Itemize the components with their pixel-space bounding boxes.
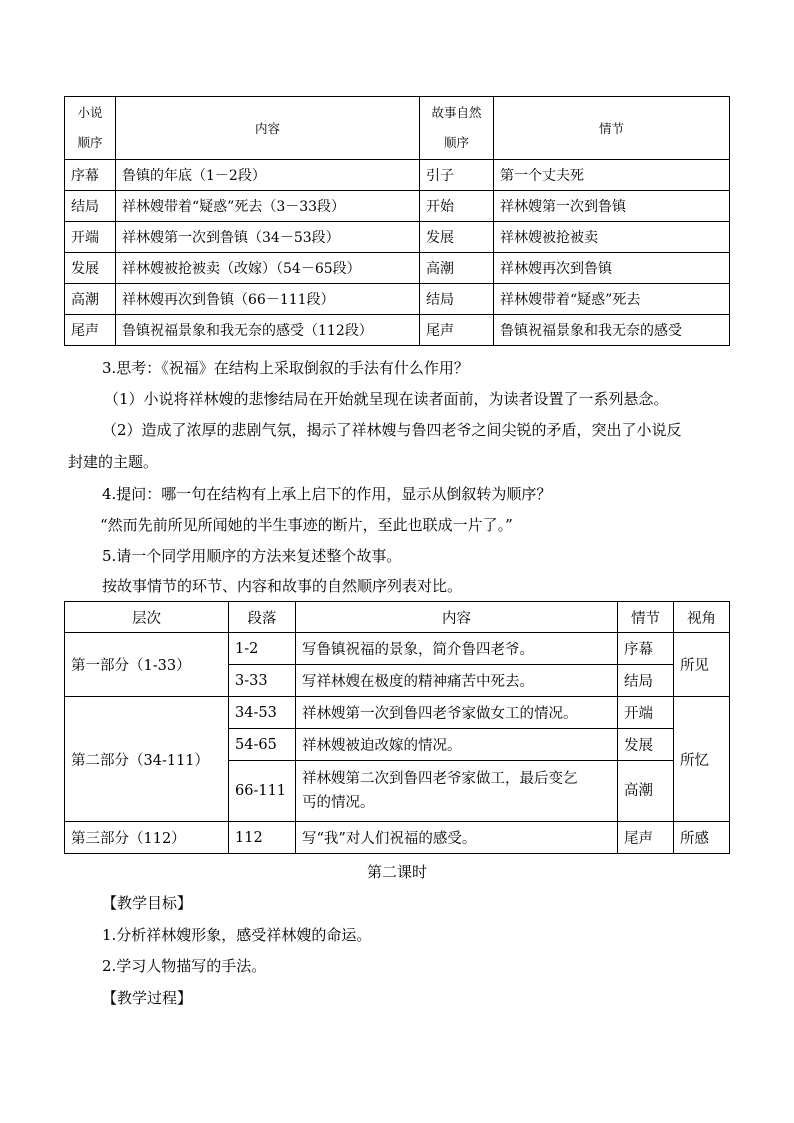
table-cell: 3-33 xyxy=(229,665,296,697)
part-label: 第二部分（34-111） xyxy=(65,697,229,822)
header-content: 内容 xyxy=(116,97,420,160)
table-cell: 66-111 xyxy=(229,761,296,822)
table-cell: 34-53 xyxy=(229,697,296,729)
table-cell: 开始 xyxy=(420,191,494,222)
table-cell: 高潮 xyxy=(65,284,116,315)
table-cell: 祥林嫂再次到鲁镇 xyxy=(494,253,730,284)
header-novel-order: 小说 顺序 xyxy=(65,97,116,160)
header-plot: 情节 xyxy=(618,602,674,633)
table-cell: 鲁镇祝福景象和我无奈的感受 xyxy=(494,315,730,346)
table-cell: 序幕 xyxy=(618,633,674,665)
table-cell: 祥林嫂带着“疑惑”死去（3－33段） xyxy=(116,191,420,222)
table-row xyxy=(65,315,730,346)
table-cell: 第一个丈夫死 xyxy=(494,160,730,191)
lesson-title: 第二课时 xyxy=(366,863,427,881)
table-cell: 发展 xyxy=(618,729,674,761)
header-natural-order: 故事自然 顺序 xyxy=(420,97,494,160)
table-cell: 鲁镇的年底（1－2段） xyxy=(116,160,420,191)
goal-2: 2.学习人物描写的手法。 xyxy=(102,957,267,975)
structure-comparison-table xyxy=(64,96,730,346)
table-cell: 发展 xyxy=(65,253,116,284)
answer-4-quote: “然而先前所见所闻她的半生事迹的断片，至此也联成一片了。” xyxy=(100,516,513,534)
question-5: 5.请一个同学用顺序的方法来复述整个故事。 xyxy=(102,547,402,565)
table-cell-multiline: 祥林嫂第二次到鲁四老爷家做工，最后变乞 丐的情况。 xyxy=(296,761,618,822)
table-cell: 尾声 xyxy=(618,822,674,854)
table-cell: 54-65 xyxy=(229,729,296,761)
table-row xyxy=(65,633,730,665)
table-cell: 结局 xyxy=(618,665,674,697)
table-row xyxy=(65,160,730,191)
part-label: 第一部分（1-33） xyxy=(65,633,229,697)
table-row xyxy=(65,253,730,284)
answer-3-1: （1）小说将祥林嫂的悲惨结局在开始就呈现在读者面前，为读者设置了一系列悬念。 xyxy=(104,390,669,408)
table-cell: 高潮 xyxy=(420,253,494,284)
table-row xyxy=(65,697,730,729)
table-cell: 写鲁镇祝福的景象，简介鲁四老爷。 xyxy=(296,633,618,665)
header-level: 层次 xyxy=(65,602,229,633)
table-cell: 1-2 xyxy=(229,633,296,665)
perspective-cell: 所忆 xyxy=(674,697,730,822)
part-label: 第三部分（112） xyxy=(65,822,229,854)
table-cell: 写“我”对人们祝福的感受。 xyxy=(296,822,618,854)
table-cell: 发展 xyxy=(420,222,494,253)
table-cell: 祥林嫂第一次到鲁四老爷家做女工的情况。 xyxy=(296,697,618,729)
answer-3-2-line1: （2）造成了浓厚的悲剧气氛，揭示了祥林嫂与鲁四老爷之间尖锐的矛盾，突出了小说反 xyxy=(102,421,682,439)
table-cell: 开端 xyxy=(65,222,116,253)
table-cell: 祥林嫂带着“疑惑”死去 xyxy=(494,284,730,315)
header-perspective: 视角 xyxy=(674,602,730,633)
goals-heading: 【教学目标】 xyxy=(102,894,193,912)
table-cell: 祥林嫂再次到鲁镇（66－111段） xyxy=(116,284,420,315)
table-header-row xyxy=(65,97,730,160)
sections-table xyxy=(64,601,730,854)
header-content: 内容 xyxy=(296,602,618,633)
table-cell: 结局 xyxy=(420,284,494,315)
table-cell: 尾声 xyxy=(420,315,494,346)
table-cell: 鲁镇祝福景象和我无奈的感受（112段） xyxy=(116,315,420,346)
table-row xyxy=(65,822,730,854)
table-row xyxy=(65,191,730,222)
table-cell: 写祥林嫂在极度的精神痛苦中死去。 xyxy=(296,665,618,697)
table-cell: 序幕 xyxy=(65,160,116,191)
header-plot: 情节 xyxy=(494,97,730,160)
perspective-cell: 所感 xyxy=(674,822,730,854)
perspective-cell: 所见 xyxy=(674,633,730,697)
table-cell: 祥林嫂第一次到鲁镇 xyxy=(494,191,730,222)
table-cell: 尾声 xyxy=(65,315,116,346)
answer-3-2-line2: 封建的主题。 xyxy=(68,453,159,471)
table-cell: 祥林嫂第一次到鲁镇（34－53段） xyxy=(116,222,420,253)
table-cell: 高潮 xyxy=(618,761,674,822)
table-row xyxy=(65,284,730,315)
goal-1: 1.分析祥林嫂形象，感受祥林嫂的命运。 xyxy=(102,926,372,944)
table-cell: 祥林嫂被抢被卖 xyxy=(494,222,730,253)
question-3: 3.思考：《祝福》在结构上采取倒叙的手法有什么作用？ xyxy=(102,359,469,377)
table-cell: 结局 xyxy=(65,191,116,222)
table-intro: 按故事情节的环节、内容和故事的自然顺序列表对比。 xyxy=(102,577,463,595)
table-header-row xyxy=(65,602,730,633)
table-cell: 祥林嫂被抢被卖（改嫁）（54－65段） xyxy=(116,253,420,284)
question-4: 4.提问：哪一句在结构有上承上启下的作用，显示从倒叙转为顺序？ xyxy=(102,485,552,503)
header-paragraphs: 段落 xyxy=(229,602,296,633)
table-cell: 引子 xyxy=(420,160,494,191)
table-cell: 112 xyxy=(229,822,296,854)
process-heading: 【教学过程】 xyxy=(102,989,193,1007)
table-row xyxy=(65,222,730,253)
table-cell: 开端 xyxy=(618,697,674,729)
table-cell: 祥林嫂被迫改嫁的情况。 xyxy=(296,729,618,761)
